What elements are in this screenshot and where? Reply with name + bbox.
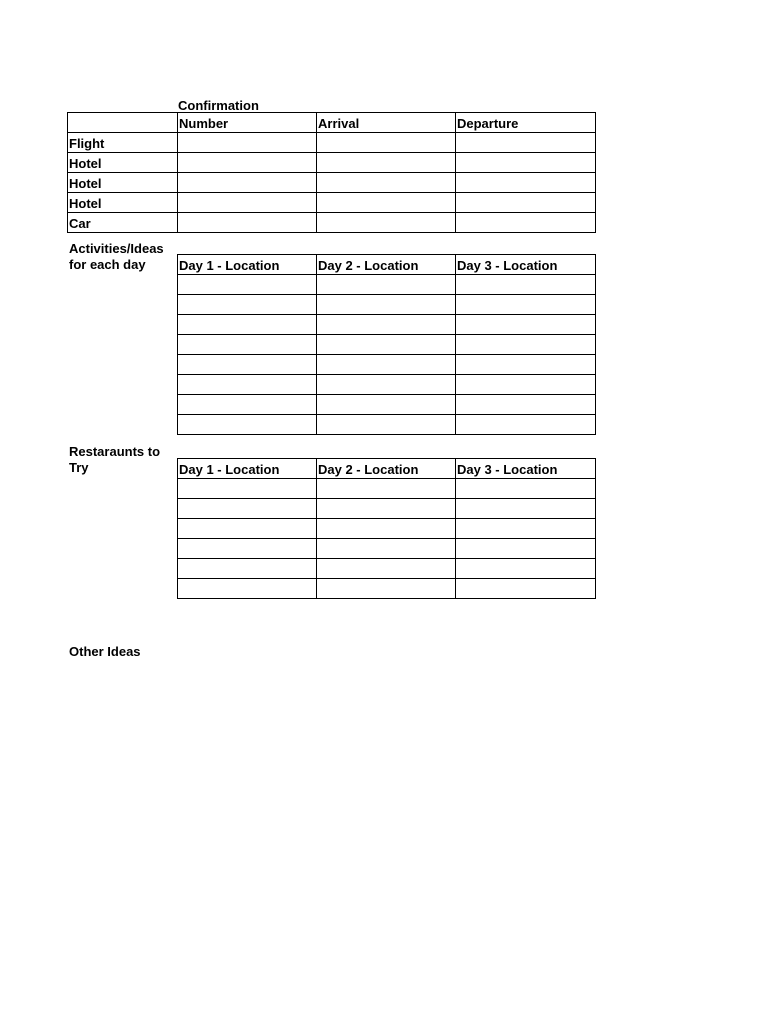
input-cell[interactable]	[178, 579, 317, 599]
input-cell[interactable]	[456, 133, 596, 153]
table-row	[178, 415, 596, 435]
activities-label: Activities/Ideas for each day	[69, 241, 164, 272]
input-cell[interactable]	[456, 519, 596, 539]
input-cell[interactable]	[317, 295, 456, 315]
input-cell[interactable]	[456, 295, 596, 315]
restaurants-table	[177, 458, 596, 599]
input-cell[interactable]	[317, 133, 456, 153]
table-row	[178, 579, 596, 599]
input-cell[interactable]	[456, 539, 596, 559]
input-cell[interactable]	[456, 415, 596, 435]
input-cell[interactable]	[178, 415, 317, 435]
input-cell[interactable]	[178, 275, 317, 295]
input-cell[interactable]	[317, 519, 456, 539]
table-row	[178, 559, 596, 579]
table-row	[68, 133, 596, 153]
header-row	[178, 459, 596, 479]
input-cell[interactable]	[178, 395, 317, 415]
input-cell[interactable]	[178, 295, 317, 315]
input-cell[interactable]	[317, 275, 456, 295]
input-cell[interactable]	[456, 315, 596, 335]
table-row	[68, 153, 596, 173]
input-cell[interactable]	[456, 173, 596, 193]
table-row	[178, 355, 596, 375]
header-cell: Day 2 - Location	[317, 255, 456, 275]
header-row	[68, 113, 596, 133]
table-row	[178, 295, 596, 315]
input-cell[interactable]	[178, 133, 317, 153]
input-cell[interactable]	[456, 153, 596, 173]
input-cell[interactable]	[317, 415, 456, 435]
input-cell[interactable]	[178, 559, 317, 579]
header-cell: Number	[178, 113, 317, 133]
table-row	[68, 193, 596, 213]
input-cell[interactable]	[317, 375, 456, 395]
input-cell[interactable]	[178, 539, 317, 559]
input-cell[interactable]	[317, 499, 456, 519]
header-row	[178, 255, 596, 275]
table-row	[178, 335, 596, 355]
input-cell[interactable]	[317, 579, 456, 599]
input-cell[interactable]	[178, 173, 317, 193]
table-row	[178, 375, 596, 395]
input-cell[interactable]	[317, 479, 456, 499]
header-cell: Arrival	[317, 113, 456, 133]
input-cell[interactable]	[317, 355, 456, 375]
input-cell[interactable]	[317, 395, 456, 415]
table-row	[178, 315, 596, 335]
input-cell[interactable]	[456, 395, 596, 415]
row-label-cell: Hotel	[68, 153, 178, 173]
input-cell[interactable]	[178, 153, 317, 173]
input-cell[interactable]	[317, 335, 456, 355]
input-cell[interactable]	[317, 539, 456, 559]
header-cell: Day 3 - Location	[456, 255, 596, 275]
table-row	[178, 395, 596, 415]
input-cell[interactable]	[317, 153, 456, 173]
input-cell[interactable]	[317, 315, 456, 335]
header-cell: Departure	[456, 113, 596, 133]
input-cell[interactable]	[178, 335, 317, 355]
input-cell[interactable]	[456, 335, 596, 355]
input-cell[interactable]	[178, 213, 317, 233]
input-cell[interactable]	[178, 355, 317, 375]
row-label-cell: Hotel	[68, 173, 178, 193]
input-cell[interactable]	[456, 355, 596, 375]
table-row	[68, 173, 596, 193]
other-ideas-label: Other Ideas	[69, 644, 141, 659]
confirmation-header-prefix: Confirmation	[178, 98, 259, 113]
header-cell: Day 1 - Location	[178, 459, 317, 479]
input-cell[interactable]	[456, 499, 596, 519]
table-row	[178, 539, 596, 559]
restaurants-label: Restaraunts to Try	[69, 444, 161, 475]
input-cell[interactable]	[456, 375, 596, 395]
header-cell: Day 2 - Location	[317, 459, 456, 479]
table-row	[178, 479, 596, 499]
input-cell[interactable]	[178, 519, 317, 539]
header-cell: Day 1 - Location	[178, 255, 317, 275]
input-cell[interactable]	[178, 193, 317, 213]
input-cell[interactable]	[178, 499, 317, 519]
table-row	[68, 213, 596, 233]
row-label-cell: Hotel	[68, 193, 178, 213]
input-cell[interactable]	[317, 559, 456, 579]
input-cell[interactable]	[317, 193, 456, 213]
input-cell[interactable]	[456, 479, 596, 499]
activities-table	[177, 254, 596, 435]
input-cell[interactable]	[456, 579, 596, 599]
input-cell[interactable]	[317, 173, 456, 193]
input-cell[interactable]	[178, 375, 317, 395]
header-cell	[68, 113, 178, 133]
table-row	[178, 519, 596, 539]
input-cell[interactable]	[178, 315, 317, 335]
input-cell[interactable]	[456, 275, 596, 295]
row-label-cell: Flight	[68, 133, 178, 153]
input-cell[interactable]	[317, 213, 456, 233]
header-cell: Day 3 - Location	[456, 459, 596, 479]
input-cell[interactable]	[178, 479, 317, 499]
table-row	[178, 275, 596, 295]
table-row	[178, 499, 596, 519]
row-label-cell: Car	[68, 213, 178, 233]
input-cell[interactable]	[456, 213, 596, 233]
input-cell[interactable]	[456, 559, 596, 579]
reservations-table	[67, 112, 596, 233]
input-cell[interactable]	[456, 193, 596, 213]
